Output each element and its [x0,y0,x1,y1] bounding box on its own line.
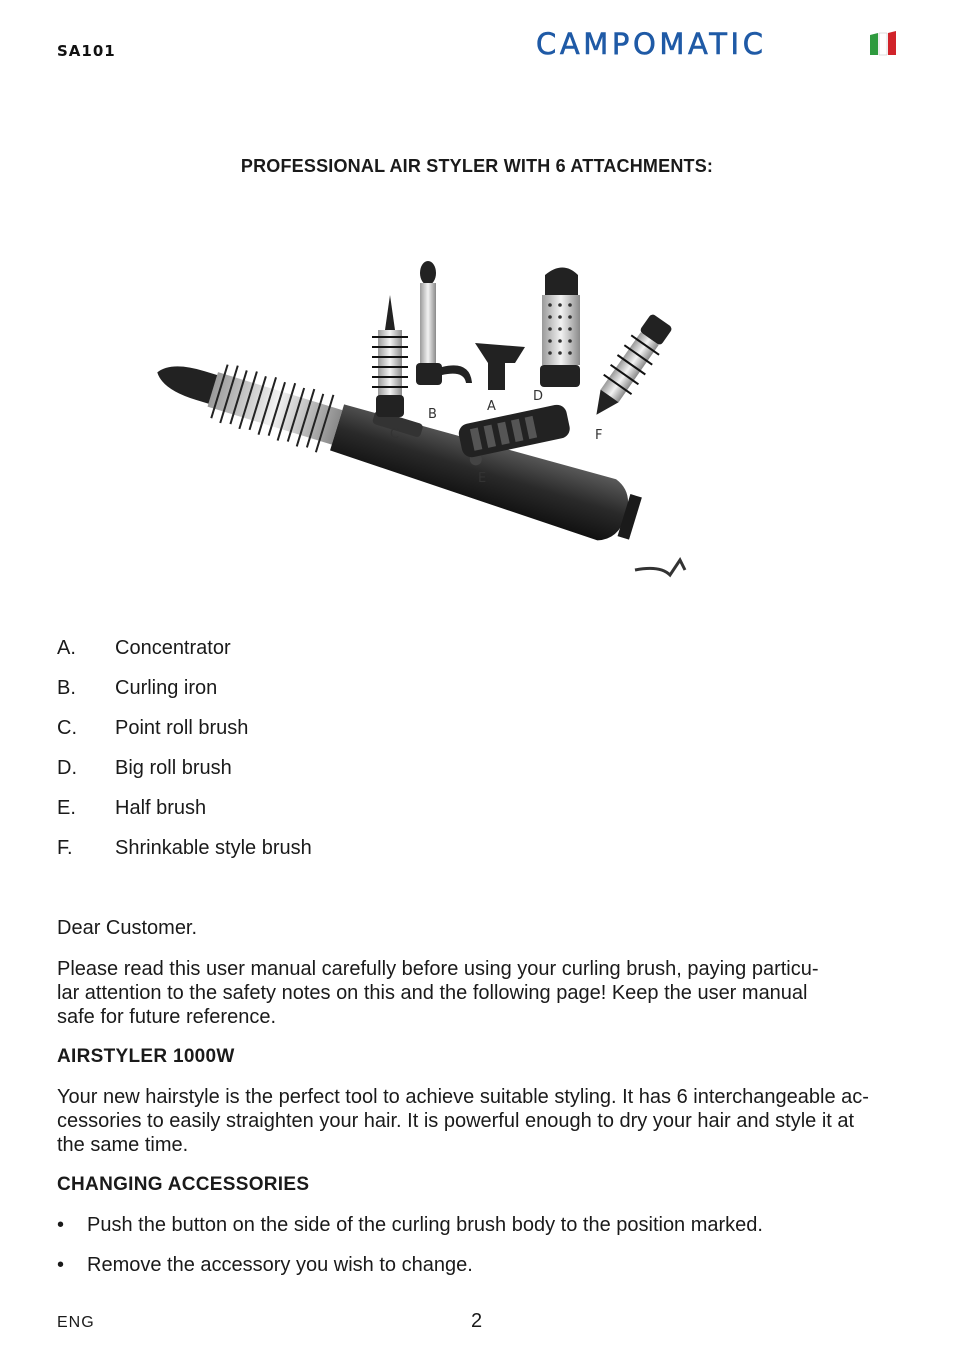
figure-label-e: E [478,471,487,486]
figure-label-d: D [533,389,544,404]
attachment-d [540,268,580,388]
list-item [57,836,312,876]
list-item-letter: A. [57,637,76,659]
list-item [57,716,312,756]
list-item [57,796,312,836]
attachment-f [582,311,676,425]
list-item-name: Shrinkable style brush [115,837,312,859]
list-item-name: Big roll brush [115,757,232,779]
figure-label-b: B [428,407,437,422]
list-item [57,1253,473,1277]
list-item-name: Concentrator [115,637,231,659]
list-item-letter: F. [57,837,73,859]
intro-paragraph: Please read this user manual carefully before using your curling brush, paying particu- lar attention to the safety notes on this and the following page! Keep the user manual safe for future reference. [57,958,819,1028]
attachment-b [416,261,472,385]
product-illustration [120,255,700,610]
brand-logo [536,27,898,61]
list-item [57,636,312,676]
italian-flag-icon [868,31,898,57]
list-item-letter: D. [57,757,77,779]
section-heading-airstyler: AIRSTYLER 1000W [57,1046,235,1067]
list-item-name: Curling iron [115,677,218,699]
list-item-name: Point roll brush [115,717,249,739]
footer-language: ENG [57,1314,95,1331]
list-item [57,756,312,796]
attachment-e [457,403,572,459]
model-number: SA101 [57,42,116,60]
list-item-letter: E. [57,797,76,819]
airstyler-paragraph: Your new hairstyle is the perfect tool to achieve suitable styling. It has 6 interchangeable ac- cessories to easily straighten your hair. It is powerful enough to dry your hair and style it at the same time. [57,1086,869,1156]
figure-label-f: F [595,428,603,443]
list-item [57,1213,763,1237]
greeting: Dear Customer. [57,917,198,939]
page-number: 2 [471,1310,483,1332]
bullet-dot: • [57,1254,65,1276]
list-item-name: Half brush [115,797,207,819]
attachment-a [475,343,525,390]
bullet-dot: • [57,1214,65,1236]
bullet-text: Push the button on the side of the curling brush body to the position marked. [87,1214,763,1236]
list-item-letter: B. [57,677,76,699]
page-title: PROFESSIONAL AIR STYLER WITH 6 ATTACHMENTS: [240,156,714,176]
attachment-c [372,295,408,417]
figure-label-c: C [390,427,400,442]
figure-label-a: A [487,399,496,414]
parts-list [57,636,312,876]
bullet-text: Remove the accessory you wish to change. [87,1254,473,1276]
list-item-letter: C. [57,717,77,739]
brand-name: CAMPOMATIC [536,27,767,61]
section-heading-accessories: CHANGING ACCESSORIES [57,1174,310,1195]
list-item [57,676,312,716]
